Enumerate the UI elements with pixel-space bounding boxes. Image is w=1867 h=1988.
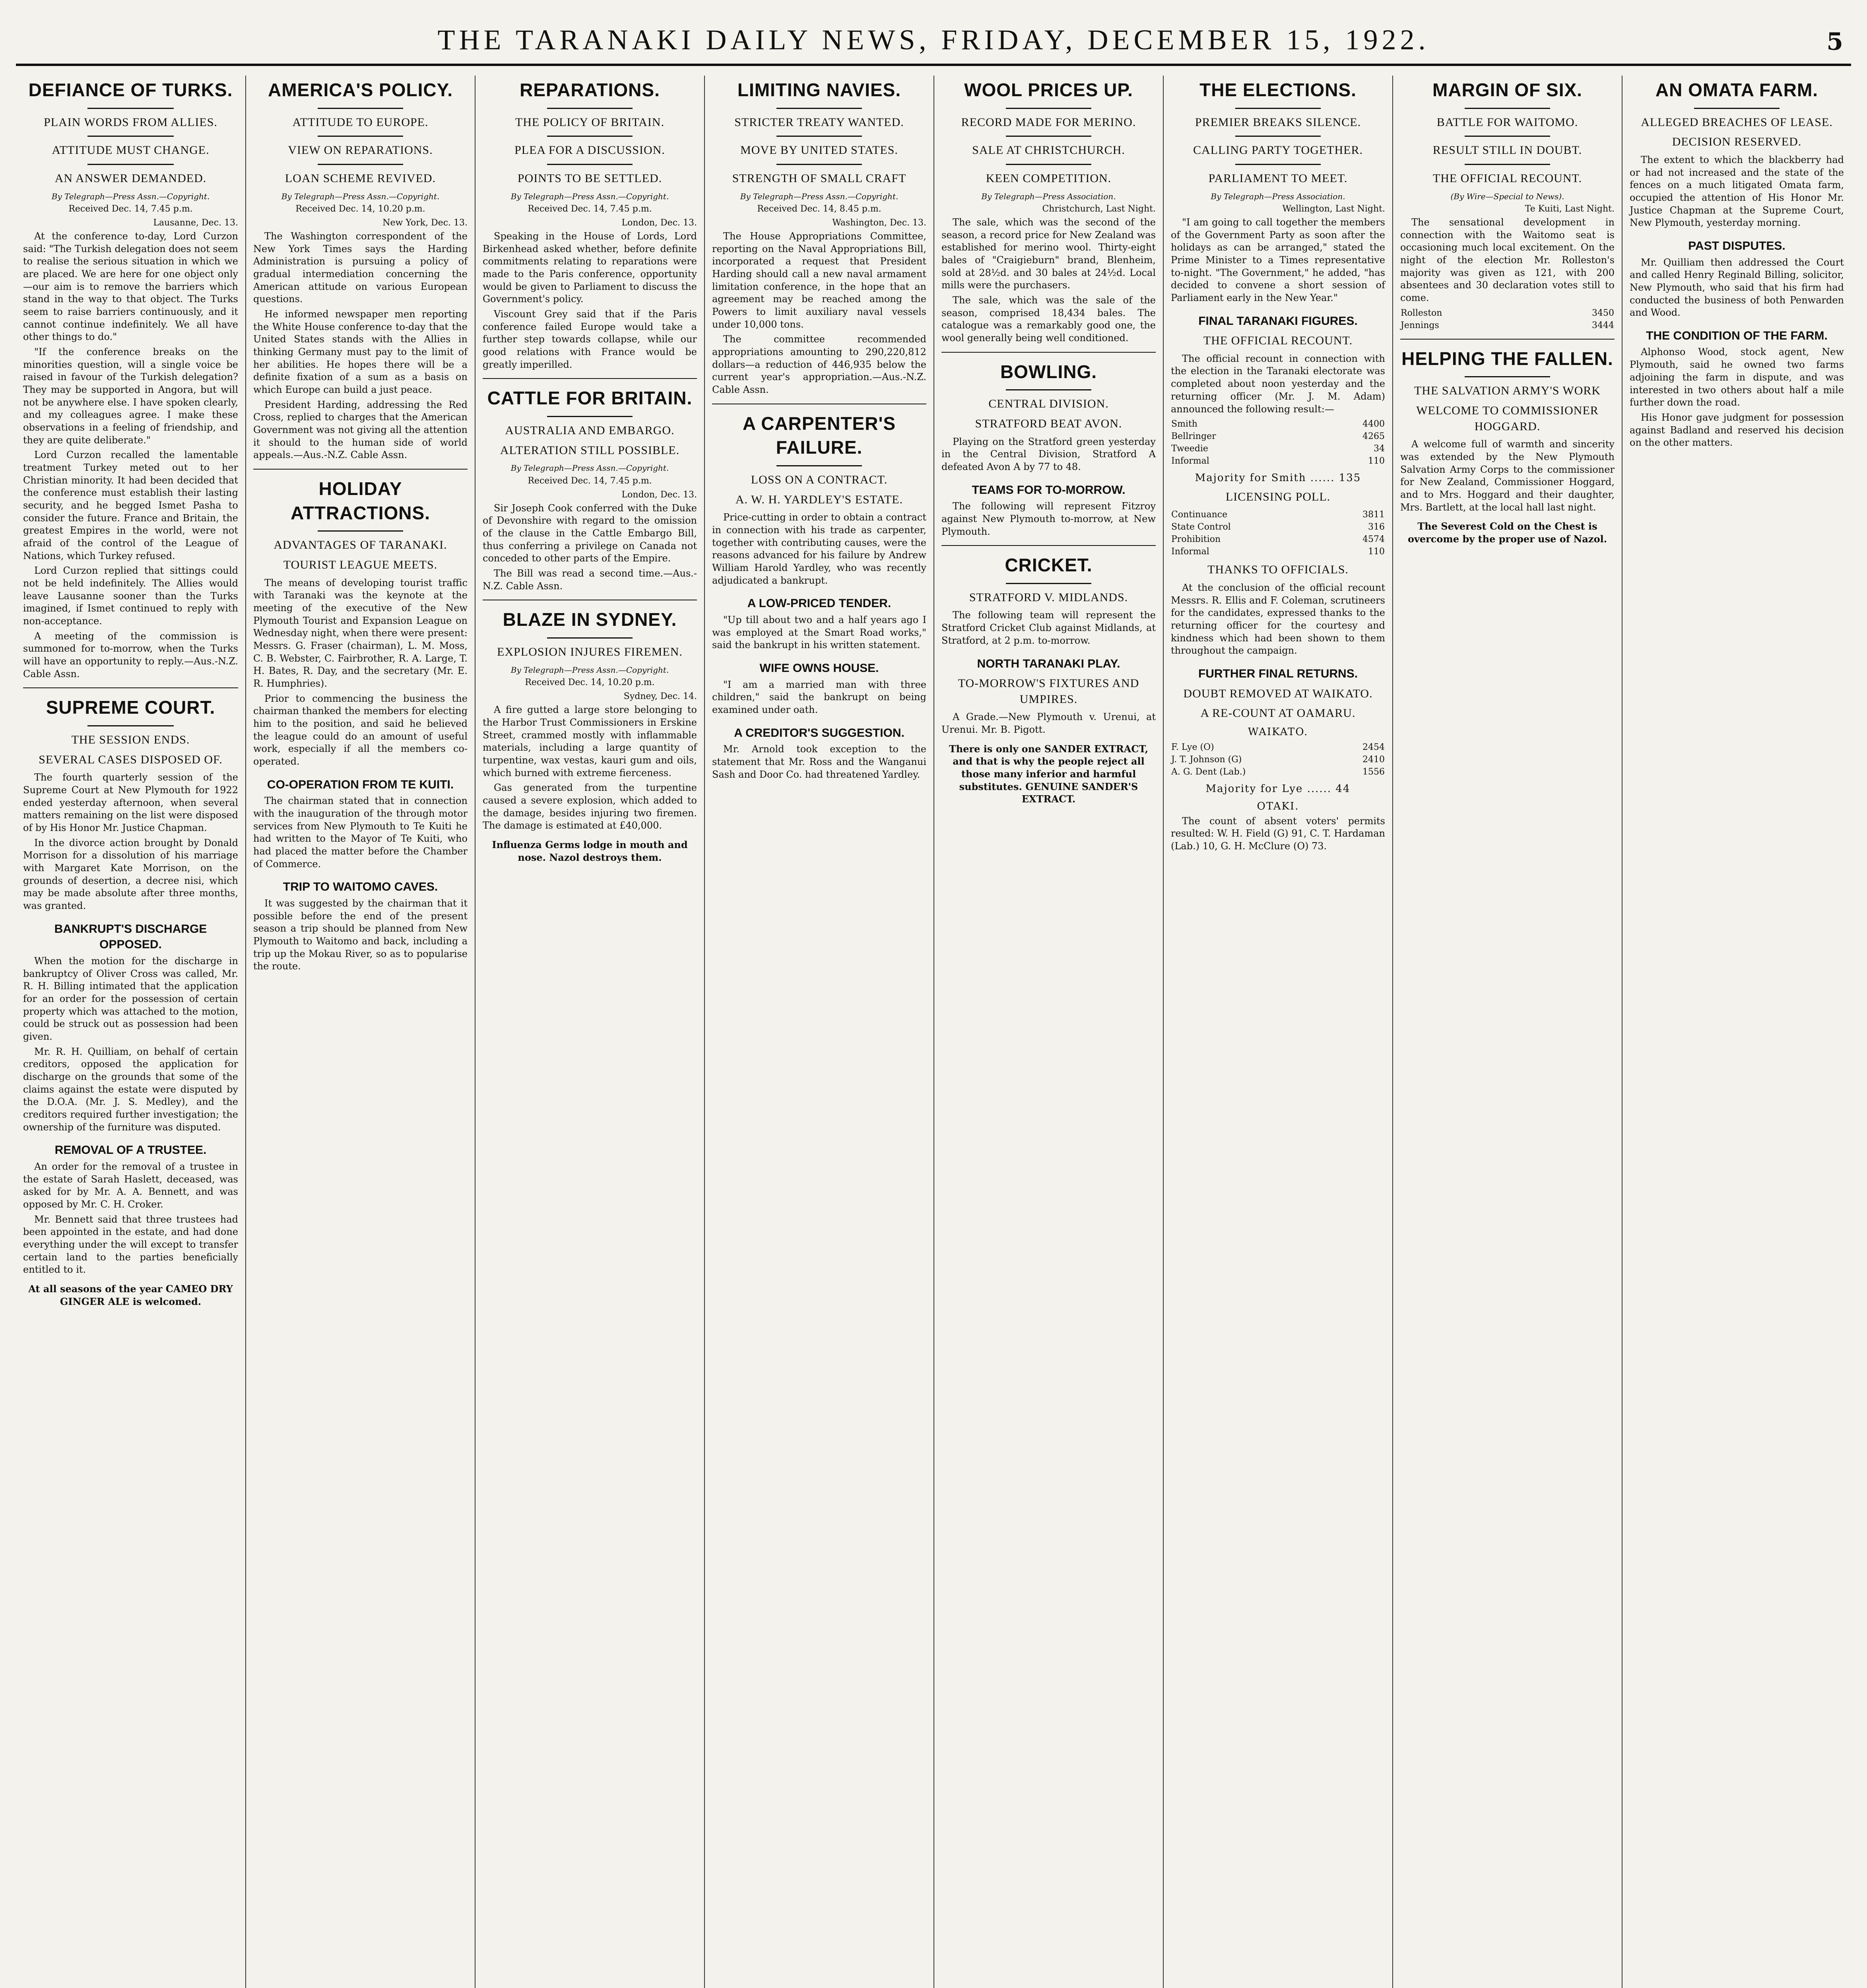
received: Received Dec. 14, 10.20 p.m. [525,678,655,688]
paragraph: His Honor gave judgment for possession against Badland and reserved his decision on the other matters. [1630,412,1844,448]
table-row: Continuance 3811 [1171,510,1385,520]
deck: TOURIST LEAGUE MEETS. [283,558,438,572]
subhead: PAST DISPUTES. [1688,239,1785,252]
deck: AN ANSWER DEMANDED. [54,171,207,185]
paragraph: Viscount Grey said that if the Paris conference failed Europe would take a further step towards collapse, while our good relations with France would be greatly imperilled. [483,308,697,370]
subhead: A CREDITOR'S SUGGESTION. [734,726,904,740]
newspaper-page [16,16,1851,1988]
deck: BATTLE FOR WAITOMO. [1436,115,1578,129]
byline: By Telegraph—Press Assn.—Copyright. [510,191,669,201]
advert: The Severest Cold on the Chest is overcome by the proper use of Nazol. [1407,520,1607,545]
subhead: CO-OPERATION FROM TE KUITI. [267,778,454,791]
column-2 [245,76,475,1988]
paragraph: Lord Curzon replied that sittings could not be held indefinitely. The Allies would leave Lausanne sooner than the Turks imagined, if Ismet continued to reply with non-acceptance. [23,565,238,627]
headline: HOLIDAY ATTRACTIONS. [290,478,430,523]
headline: HELPING THE FALLEN. [1401,348,1613,369]
deck: STRENGTH OF SMALL CRAFT [732,171,906,185]
licensing-table [1171,509,1385,558]
dateline: London, Dec. 13. [621,217,697,228]
paragraph: The sale, which was the sale of the season, comprised 18,434 bales. The catalogue was a remarkably good one, the wool generally being well conditioned. [941,294,1156,344]
table-row: Informal 110 [1171,456,1385,466]
paragraph: An order for the removal of a trustee in the estate of Sarah Haslett, deceased, was asked for by Mr. A. A. Bennett, and was opposed by Mr. C. H. Croker. [23,1161,238,1210]
table-row: Rolleston 3450 [1401,308,1614,318]
paragraph: "I am a married man with three children," said the bankrupt on being examined under oath. [712,679,926,715]
deck: STRATFORD BEAT AVON. [975,417,1122,430]
subhead: FURTHER FINAL RETURNS. [1198,667,1358,680]
received: Received Dec. 14, 7.45 p.m. [528,476,652,486]
deck: PLAIN WORDS FROM ALLIES. [44,115,217,129]
deck: STRICTER TREATY WANTED. [734,115,904,129]
dateline: Wellington, Last Night. [1282,204,1385,214]
deck: STRATFORD V. MIDLANDS. [969,590,1128,604]
advert: Influenza Germs lodge in mouth and nose. Nazol destroys them. [492,839,688,863]
advert: There is only one SANDER EXTRACT, and that is why the people reject all those many inferior and harmful substitutes. GENUINE SANDER'S EXTRACT. [949,743,1149,805]
table-row: Smith 4400 [1171,419,1385,429]
deck: THE SESSION ENDS. [71,733,190,747]
paragraph: At the conference to-day, Lord Curzon said: "The Turkish delegation does not seem to realise the serious situation in which we are placed. We are here for one object only—our aim is to remove the barriers which stand in the way to that object. The Turks seem to raise barriers continuously, and it cannot continue indefinitely. We all have other things to do." [23,230,238,343]
headline: DEFIANCE OF TURKS. [28,80,233,100]
paragraph: Prior to commencing the business the chairman thanked the members for electing him to the position, and said he believed the league could do an amount of useful work, especially if all the members co-operated. [253,693,468,767]
dateline: Christchurch, Last Night. [1042,204,1156,214]
paragraph: Lord Curzon recalled the lamentable treatment Turkey meted out to her Christian minority. It had been decided that the conference must establish their lasting security, and he begged Ismet Pasha to consider the future. France and Britain, the greatest Empires in the world, were not afraid of the control of the League of Nations, which Turkey refused. [23,449,238,561]
deck: ADVANTAGES OF TARANAKI. [274,538,447,552]
deck: AUSTRALIA AND EMBARGO. [505,424,675,437]
table-row: Prohibition 4574 [1171,534,1385,545]
paragraph: A meeting of the commission is summoned for to-morrow, when the Turks will have an opportunity to reply.—Aus.-N.Z. Cable Assn. [23,630,238,679]
deck: ALTERATION STILL POSSIBLE. [500,443,680,457]
headline: CATTLE FOR BRITAIN. [487,388,693,409]
dateline: Lausanne, Dec. 13. [153,217,238,228]
deck: SEVERAL CASES DISPOSED OF. [39,753,223,766]
paragraph: The sensational development in connection with the Waitomo seat is occasioning much local excitement. On the night of the election Mr. Rolleston's majority was given as 121, with 200 absentees and 30 declaration votes still to come. [1400,216,1615,303]
table-row: State Control 316 [1171,522,1385,532]
deck: MOVE BY UNITED STATES. [740,144,898,157]
majority: Majority for Lye ...... 44 [1205,783,1351,795]
paragraph: Mr. Bennett said that three trustees had been appointed in the estate, and had done everything under the will except to transfer certain land to the parties beneficially entitled to it. [23,1213,238,1276]
deck: SALE AT CHRISTCHURCH. [972,144,1125,157]
paragraph: A fire gutted a large store belonging to the Harbor Trust Commissioners in Erskine Street, crammed mostly with inflammable materials, including a large quantity of turpentine, wax vestas, kauri gum and oils, which burned with extreme fierceness. [483,704,697,779]
table-row: Bellringer 4265 [1171,431,1385,442]
columns [16,76,1851,1988]
subhead: REMOVAL OF A TRUSTEE. [54,1143,207,1157]
byline: By Telegraph—Press Assn.—Copyright. [510,463,669,473]
paragraph: It was suggested by the chairman that it possible before the end of the present season a trip should be planned from New Plymouth to Waitomo and back, including a trip up the Mokau River, so as to popularise the route. [253,897,468,972]
deck: THE OFFICIAL RECOUNT. [1432,171,1582,185]
deck: PLEA FOR A DISCUSSION. [514,144,665,157]
headline: A CARPENTER'S FAILURE. [742,413,896,458]
dateline: New York, Dec. 13. [382,217,468,228]
headline: THE ELECTIONS. [1199,80,1357,100]
deck: KEEN COMPETITION. [986,171,1112,185]
headline: AN OMATA FARM. [1655,80,1818,100]
deck: THE OFFICIAL RECOUNT. [1203,334,1353,348]
byline: (By Wire—Special to News). [1450,191,1564,201]
table-row: Informal 110 [1171,547,1385,557]
waikato-table [1171,741,1385,778]
subhead: A LOW-PRICED TENDER. [747,597,891,610]
results-table [1171,418,1385,467]
byline: By Telegraph—Press Assn.—Copyright. [740,191,899,201]
byline: By Telegraph—Press Assn.—Copyright. [510,665,669,675]
byline: By Telegraph—Press Assn.—Copyright. [51,191,210,201]
deck: A RE-COUNT AT OAMARU. [1200,707,1356,720]
subhead: BANKRUPT'S DISCHARGE OPPOSED. [54,922,207,951]
received: Received Dec. 14, 8.45 p.m. [757,204,881,214]
deck: ATTITUDE TO EUROPE. [292,115,429,129]
deck: WELCOME TO COMMISSIONER HOGGARD. [1416,404,1599,433]
headline: REPARATIONS. [520,80,660,100]
column-7 [1392,76,1622,1988]
paragraph: Mr. Arnold took exception to the statement that Mr. Ross and the Wanganui Sash and Door Co. had threatened Yardley. [712,744,926,780]
deck: TO-MORROW'S FIXTURES AND UMPIRES. [958,677,1139,706]
paragraph: Sir Joseph Cook conferred with the Duke of Devonshire with regard to the omission of the clause in the Cattle Embargo Bill, thus conferring a privilege on Canada not conceded to other parts of the Empire. [483,502,697,564]
deck: LOAN SCHEME REVIVED. [285,171,436,185]
advert: At all seasons of the year CAMEO DRY GINGER ALE is welcomed. [28,1283,233,1307]
headline: MARGIN OF SIX. [1432,80,1582,100]
deck: DECISION RESERVED. [1672,135,1802,149]
deck: LICENSING POLL. [1225,490,1331,503]
table-row: F. Lye (O) 2454 [1171,742,1385,753]
paragraph: Gas generated from the turpentine caused a severe explosion, which added to the damage, besides injuring two firemen. The damage is estimated at £40,000. [483,782,697,831]
page-number: 5 [1826,28,1843,56]
byline: By Telegraph—Press Association. [1211,191,1345,201]
dateline: Washington, Dec. 13. [832,217,926,228]
paragraph: The extent to which the blackberry had or had not increased and the state of the fences on a much litigated Omata farm, occupied the attention of His Honor Mr. Justice Chapman at the Supreme Court, New Plymouth, yesterday morning. [1630,154,1844,229]
paragraph: The following team will represent the Stratford Cricket Club against Midlands, at Stratford, at 2 p.m. to-morrow. [941,610,1156,646]
masthead [16,16,1851,66]
paragraph: The chairman stated that in connection with the inauguration of the through motor services from New Plymouth to Te Kuiti he had written to the Mayor of Te Kuiti, who had placed the matter before the Chamber of Commerce. [253,795,468,870]
subhead: WIFE OWNS HOUSE. [759,661,879,675]
headline: CRICKET. [1005,555,1093,576]
paragraph: At the conclusion of the official recount Messrs. R. Ellis and F. Coleman, scrutineers for the candidates, expressed thanks to the returning officer for the courtesy and kindness which had been shown to them throughout the campaign. [1171,582,1385,656]
deck: ALLEGED BREACHES OF LEASE. [1641,115,1833,129]
paragraph: The committee recommended appropriations amounting to 290,220,812 dollars—a reduction of 446,935 below the current year's appropriation.—Aus.-N.Z. Cable Assn. [712,334,926,396]
subhead: FINAL TARANAKI FIGURES. [1198,314,1358,328]
deck: POINTS TO BE SETTLED. [517,171,662,185]
electorate-label: OTAKI. [1257,800,1299,813]
deck: RESULT STILL IN DOUBT. [1432,144,1582,157]
deck: THANKS TO OFFICIALS. [1207,563,1349,577]
column-3 [475,76,704,1988]
paragraph: The sale, which was the second of the season, a record price for New Zealand was established for merino wool. Thirty-eight bales of "Craigieburn" brand, Blenheim, sold at 28½d. and 30 bales at 24½d. Local mills were the purchasers. [941,216,1156,291]
paragraph: Mr. R. H. Quilliam, on behalf of certain creditors, opposed the application for discharge on the grounds that some of the claims against the estate were disputed by the D.O.A. (Mr. J. S. Medley), and the creditors required further investigation; the ownership of the furniture was disputed. [23,1046,238,1133]
electorate-label: WAIKATO. [1248,726,1308,738]
column-5 [934,76,1163,1988]
paragraph: The Bill was read a second time.—Aus.-N.Z. Cable Assn. [483,568,697,592]
dateline: Te Kuiti, Last Night. [1525,204,1615,214]
table-row: J. T. Johnson (G) 2410 [1171,755,1385,765]
paragraph: President Harding, addressing the Red Cross, replied to charges that the American Government was not giving all the attention it should to the human side of world appeals.—Aus.-N.Z. Cable Assn. [253,399,468,461]
paragraph: The count of absent voters' permits resulted: W. H. Field (G) 91, C. T. Hardaman (Lab.) 10, G. H. McClure (O) 73. [1171,815,1385,852]
paragraph: Mr. Quilliam then addressed the Court and called Henry Reginald Billing, solicitor, New Plymouth, who said that his firm had conducted the business of both Penwarden and Wood. [1630,256,1844,318]
paragraph: A welcome full of warmth and sincerity was extended by the New Plymouth Salvation Army Corps to the commissioner for New Zealand, Commissioner Hoggard, and to Mrs. Hoggard and their daughter, Mrs. Bartlett, at the local hall last night. [1400,439,1615,513]
paragraph: Alphonso Wood, stock agent, New Plymouth, said he owned two farms adjoining the farm in dispute, and was interested in two others about half a mile further down the road. [1630,346,1844,408]
received: Received Dec. 14, 10.20 p.m. [295,204,425,214]
deck: LOSS ON A CONTRACT. [751,473,888,487]
byline: By Telegraph—Press Association. [981,191,1116,201]
paragraph: When the motion for the discharge in bankruptcy of Oliver Cross was called, Mr. R. H. Billing intimated that the application for an order for the possession of certain property which was attached to the motion, could be struck out as possession had been given. [23,955,238,1042]
headline: WOOL PRICES UP. [964,80,1133,100]
paragraph: The House Appropriations Committee, reporting on the Naval Appropriations Bill, incorporated a request that President Harding should call a new naval armament limitation conference, in the hope that an agreement may be reached among the Powers to limit auxiliary naval vessels under 10,000 tons. [712,230,926,330]
paragraph: "I am going to call together the members of the Government Party as soon after the holidays as can be arranged," stated the Prime Minister to a Times representative to-night. "The Government," he added, "has decided to convene a short session of Parliament early in the New Year." [1171,216,1385,303]
received: Received Dec. 14, 7.45 p.m. [528,204,652,214]
paragraph: The official recount in connection with the election in the Taranaki electorate was completed about noon yesterday and the returning officer (Mr. J. M. Adam) announced the following result:— [1171,353,1385,415]
paragraph: The fourth quarterly session of the Supreme Court at New Plymouth for 1922 ended yesterday afternoon, when several matters remaining on the list were disposed of by His Honor Mr. Justice Chapman. [23,772,238,834]
deck: PARLIAMENT TO MEET. [1208,171,1348,185]
deck: PREMIER BREAKS SILENCE. [1195,115,1361,129]
column-8 [1622,76,1851,1988]
majority: Majority for Smith ...... 135 [1195,472,1361,484]
dateline: London, Dec. 13. [621,489,697,500]
byline: By Telegraph—Press Assn.—Copyright. [281,191,440,201]
received: Received Dec. 14, 7.45 p.m. [68,204,193,214]
subhead: THE CONDITION OF THE FARM. [1646,329,1828,342]
deck: A. W. H. YARDLEY'S ESTATE. [735,493,903,506]
column-6 [1163,76,1392,1988]
dateline: Sydney, Dec. 14. [623,691,697,702]
headline: SUPREME COURT. [46,697,215,718]
table-row: Jennings 3444 [1401,320,1614,330]
table-row: Tweedie 34 [1171,444,1385,454]
deck: RECORD MADE FOR MERINO. [961,115,1136,129]
results-table [1400,307,1615,332]
deck: CENTRAL DIVISION. [988,397,1109,411]
deck: THE SALVATION ARMY'S WORK [1414,384,1601,398]
paragraph: The following will represent Fitzroy against New Plymouth to-morrow, at New Plymouth. [941,501,1156,537]
paragraph: Price-cutting in order to obtain a contract in connection with his trade as carpenter, together with contributing causes, were the reasons advanced for his failure by Andrew William Harold Yardley, who was recently adjudicated a bankrupt. [712,512,926,586]
column-4 [704,76,934,1988]
paragraph: The Washington correspondent of the New York Times says the Harding Administration is pursuing a policy of gradual intermediation concerning the American attitude on various European questions. [253,230,468,305]
paragraph: "If the conference breaks on the minorities question, will a single voice be raised in favour of the Turkish delegation? They may be supported in Angora, but will not be anywhere else. I have spoken clearly, and my colleagues agree. I make these observations in a feeling of friendship, and they are quite deliberate." [23,346,238,446]
masthead-title: THE TARANAKI DAILY NEWS, FRIDAY, DECEMBER 15, 1922. [437,23,1430,56]
deck: THE POLICY OF BRITAIN. [515,115,665,129]
paragraph: "Up till about two and a half years ago I was employed at the Smart Road works," said the bankrupt in his written statement. [712,614,926,651]
deck: ATTITUDE MUST CHANGE. [52,144,210,157]
deck: DOUBT REMOVED AT WAIKATO. [1183,687,1373,700]
table-row: A. G. Dent (Lab.) 1556 [1171,767,1385,777]
deck: VIEW ON REPARATIONS. [288,144,433,157]
headline: BOWLING. [1000,361,1097,382]
subhead: NORTH TARANAKI PLAY. [977,657,1120,670]
paragraph: In the divorce action brought by Donald Morrison for a dissolution of his marriage with Margaret Kate Morrison, on the grounds of desertion, a decree nisi, which may be made absolute after three months, was granted. [23,837,238,912]
headline: LIMITING NAVIES. [737,80,901,100]
column-1 [16,76,245,1988]
subhead: TEAMS FOR TO-MORROW. [972,483,1126,497]
paragraph: The means of developing tourist traffic with Taranaki was the keynote at the meeting of the executive of the New Plymouth Tourist and Expansion League on Wednesday night, when there were present: Messrs. G. Fraser (chairman), L. M. Moss, C. B. Webster, C. Fairbrother, R. A. Large, T. H. Bates, R. Day, and the secretary (Mr. E. R. Humphries). [253,577,468,689]
headline: BLAZE IN SYDNEY. [503,609,677,630]
paragraph: Speaking in the House of Lords, Lord Birkenhead asked whether, before definite commitments relating to reparations were made to the Paris conference, opportunity would be given to Parliament to discuss the Government's policy. [483,230,697,305]
subhead: TRIP TO WAITOMO CAVES. [283,880,438,894]
deck: CALLING PARTY TOGETHER. [1193,144,1363,157]
deck: EXPLOSION INJURES FIREMEN. [497,645,683,659]
paragraph: A Grade.—New Plymouth v. Urenui, at Urenui. Mr. B. Pigott. [941,711,1156,735]
paragraph: He informed newspaper men reporting the White House conference to-day that the United States stands with the Allies in thinking Germany must pay to the limit of her abilities. He hopes there will be a definite fixation of a sum as a basis on which Europe can build a just peace. [253,308,468,396]
headline: AMERICA'S POLICY. [268,80,453,100]
paragraph: Playing on the Stratford green yesterday in the Central Division, Stratford A defeated Avon A by 77 to 48. [941,436,1156,472]
